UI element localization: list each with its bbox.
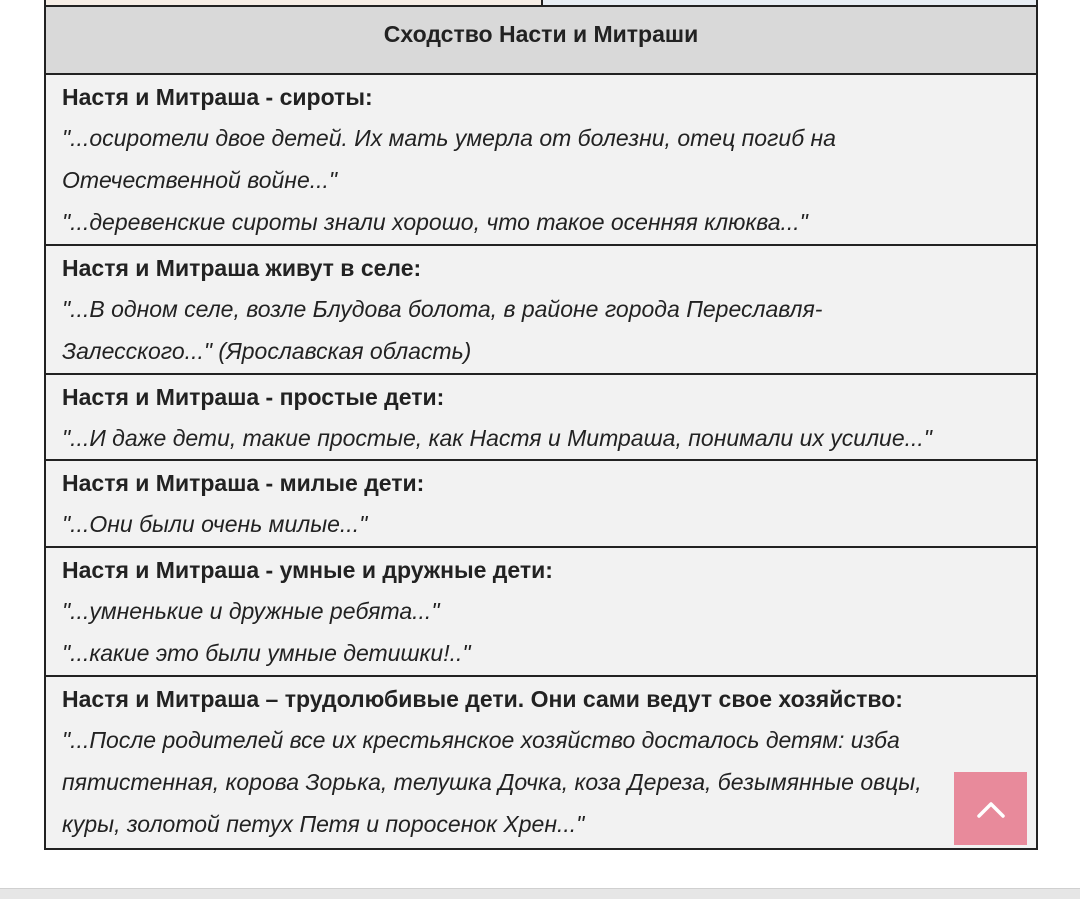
table-header: Сходство Насти и Митраши (46, 7, 1036, 75)
page-bottom-divider (0, 888, 1080, 899)
row-quote-line: пятистенная, корова Зорька, телушка Дочка, коза Дереза, безымянные овцы, (62, 769, 922, 795)
row-quote-line: "...умненькие и дружные ребята..." (62, 598, 440, 624)
row-quote-line: куры, золотой петух Петя и поросенок Хрен..." (62, 811, 585, 837)
row-title: Настя и Митраша - милые дети: (62, 470, 425, 496)
similarity-table (44, 5, 1038, 850)
row-quote-line: "...осиротели двое детей. Их мать умерла от болезни, отец погиб на (62, 125, 836, 151)
scroll-to-top-button[interactable] (954, 772, 1027, 845)
table-row (46, 75, 1036, 246)
row-title: Настя и Митраша - сироты: (62, 84, 373, 110)
row-quote-line: "...И даже дети, такие простые, как Настя и Митраша, понимали их усилие..." (62, 425, 932, 451)
table-row (46, 461, 1036, 548)
chevron-up-icon (976, 799, 1006, 819)
table-row (46, 548, 1036, 677)
row-quote-line: Залесского..." (Ярославская область) (62, 338, 472, 364)
table-row (46, 246, 1036, 375)
row-quote-line: "...какие это были умные детишки!.." (62, 640, 471, 666)
row-title: Настя и Митраша – трудолюбивые дети. Они сами ведут свое хозяйство: (62, 686, 903, 712)
row-title: Настя и Митраша живут в селе: (62, 255, 422, 281)
table-row (46, 677, 1036, 848)
row-quote-line: Отечественной войне..." (62, 167, 338, 193)
row-quote-line: "...Они были очень милые..." (62, 511, 368, 537)
row-title: Настя и Митраша - умные и дружные дети: (62, 557, 553, 583)
table-row (46, 375, 1036, 461)
row-title: Настя и Митраша - простые дети: (62, 384, 445, 410)
row-quote-line: "...После родителей все их крестьянское хозяйство досталось детям: изба (62, 727, 900, 753)
row-quote-line: "...В одном селе, возле Блудова болота, в районе города Переславля- (62, 296, 823, 322)
row-quote-line: "...деревенские сироты знали хорошо, что такое осенняя клюква..." (62, 209, 808, 235)
